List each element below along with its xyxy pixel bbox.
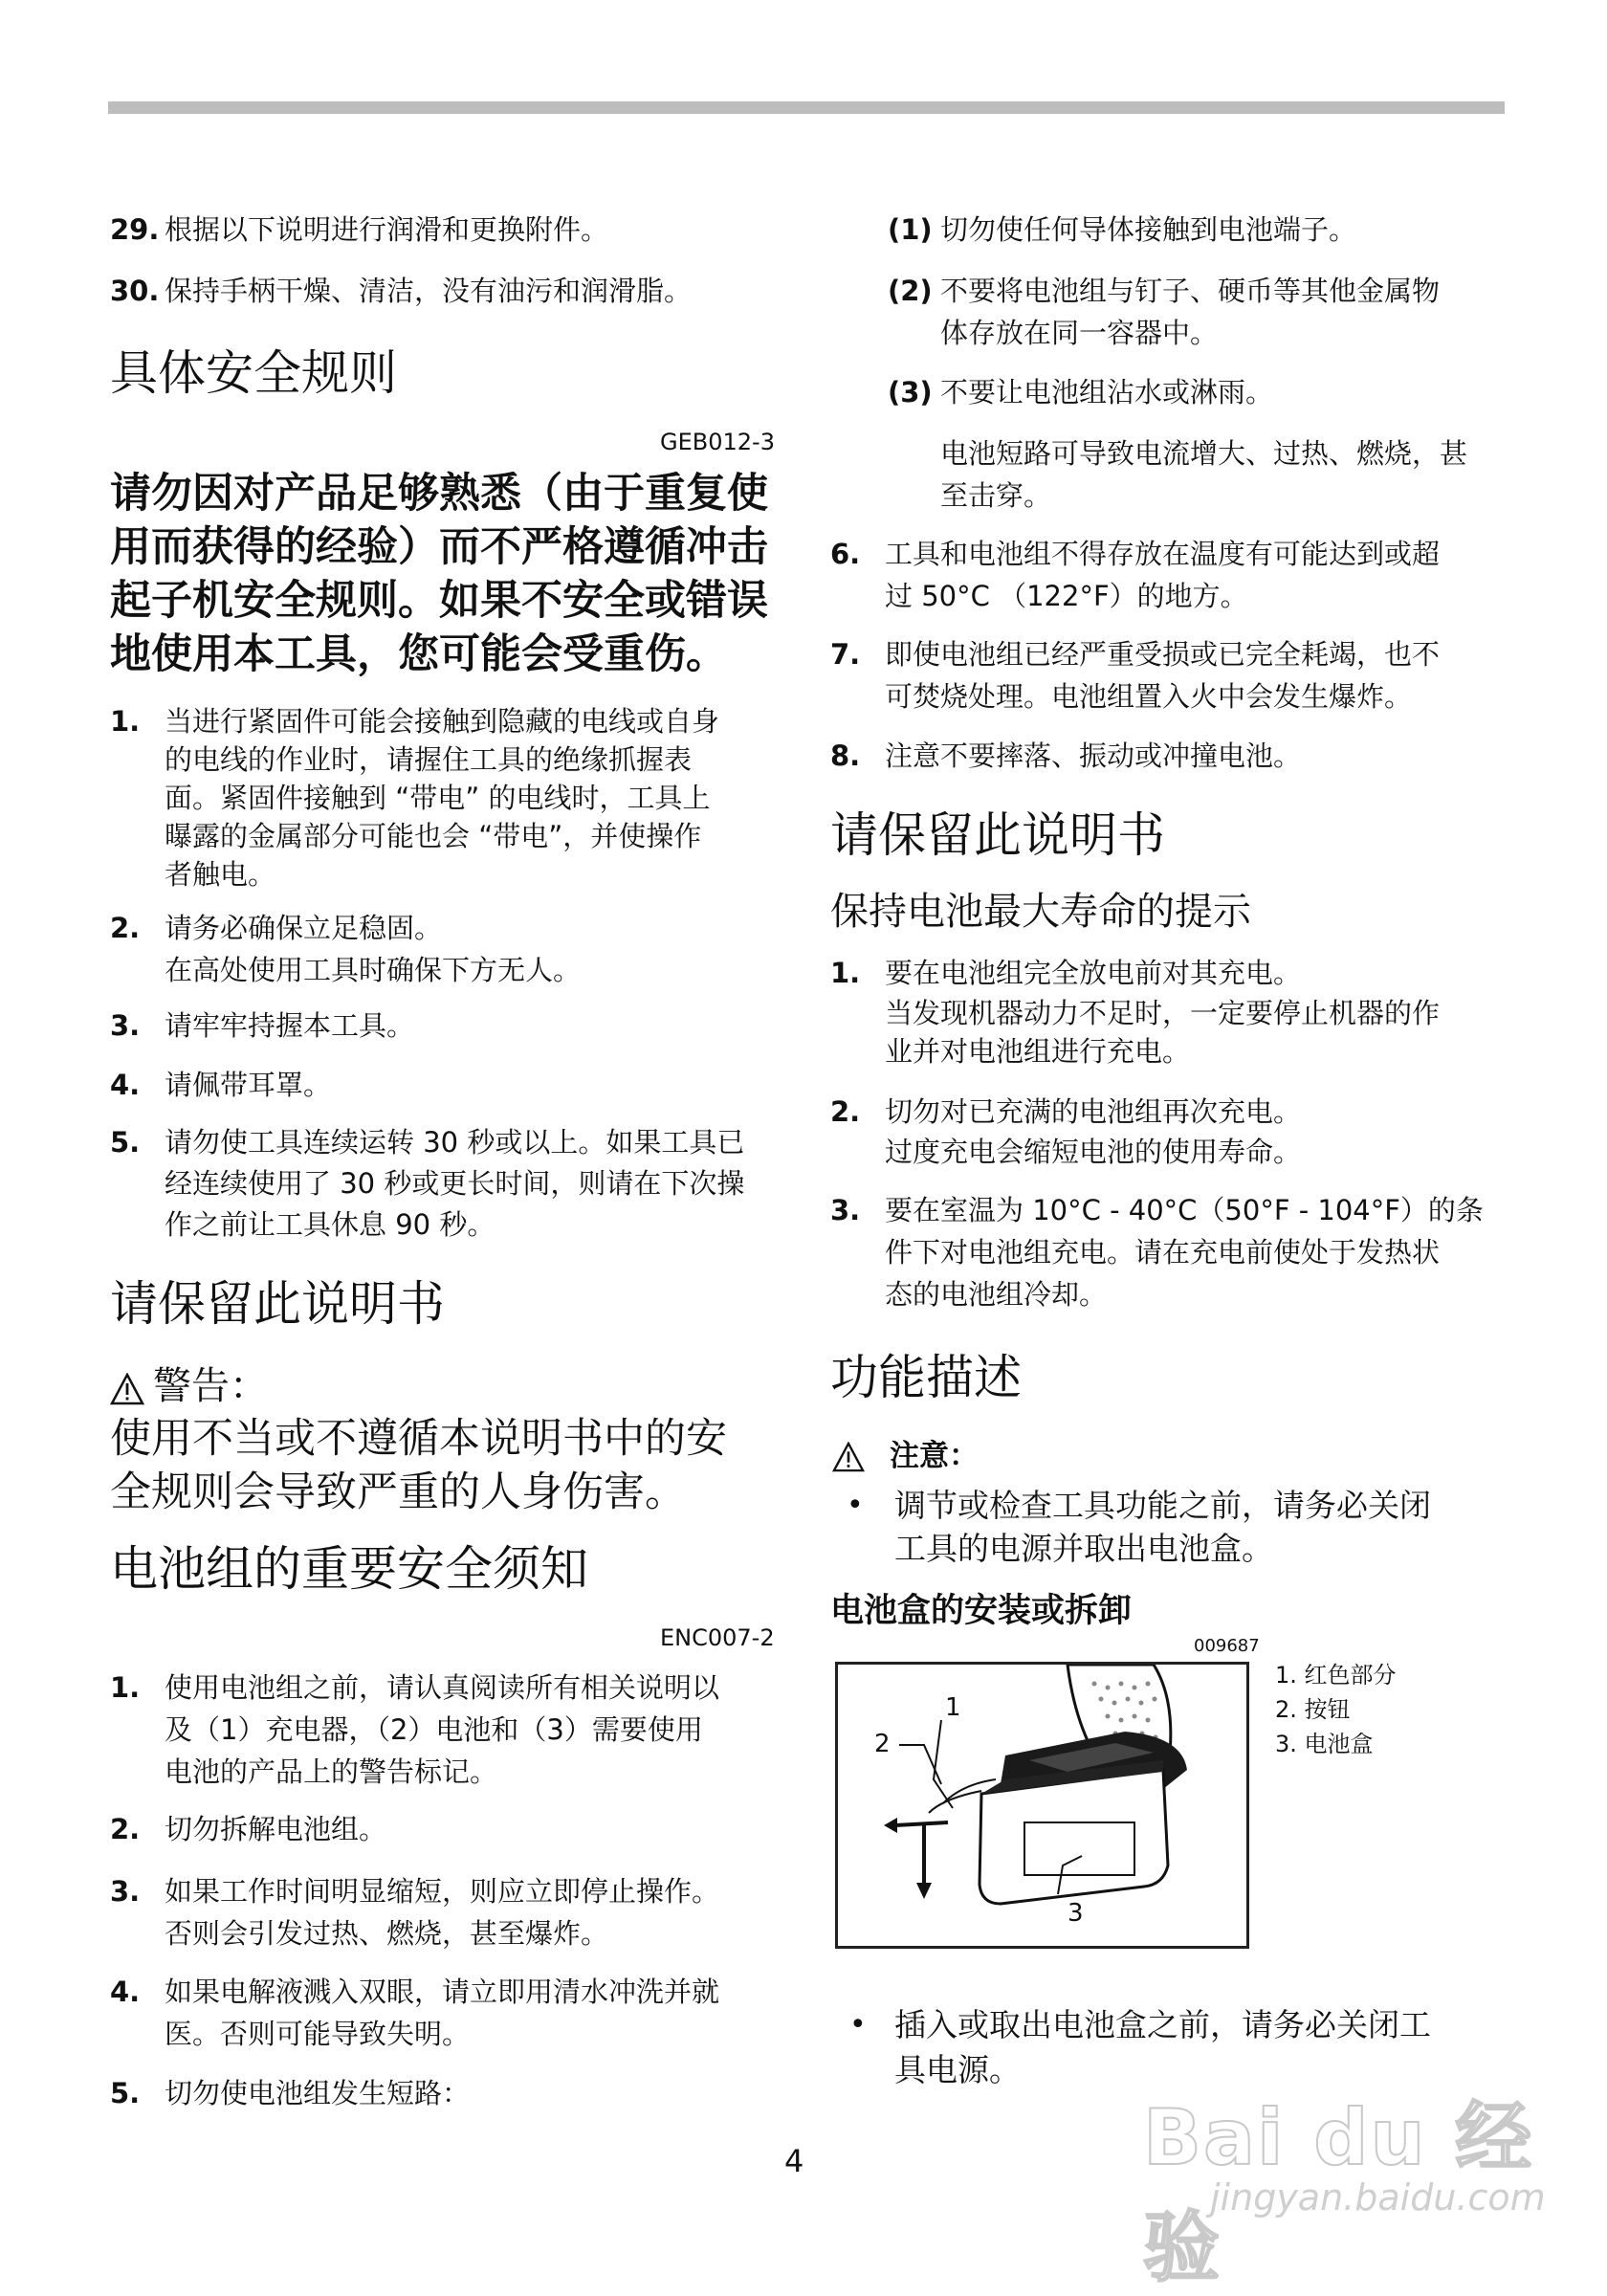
- tip-3-line: 件下对电池组充电。请在充电前使处于发热状: [885, 1236, 1441, 1269]
- rule-4-number: 4.: [110, 1069, 141, 1101]
- battery-8-number: 8.: [830, 740, 861, 772]
- tip-2-line: 切勿对已充满的电池组再次充电。: [885, 1095, 1302, 1128]
- sub-2-line: 体存放在同一容器中。: [940, 317, 1219, 349]
- heading-battery-life-tips: 保持电池最大寿命的提示: [830, 890, 1251, 934]
- bullet-dot: •: [847, 1489, 864, 1522]
- warning-label: 警告：: [153, 1364, 268, 1408]
- heading-battery-safety: 电池组的重要安全须知: [110, 1541, 588, 1597]
- battery-install-figure: [835, 1662, 1249, 1949]
- final-bullet-line: 具电源。: [894, 2051, 1021, 2088]
- tool-battery-illustration: [838, 1665, 1246, 1946]
- battery-1-line: 电池的产品上的警告标记。: [165, 1755, 498, 1788]
- code-enc007-2: ENC007-2: [660, 1624, 775, 1651]
- caution-text-line: 调节或检查工具功能之前，请务必关闭: [894, 1487, 1431, 1524]
- rule-1-line: 面。紧固件接触到 “带电” 的电线时，工具上: [165, 782, 711, 814]
- battery-5-number: 5.: [110, 2077, 141, 2109]
- warning-big-line-3: 起子机安全规则。如果不安全或错误: [110, 577, 768, 625]
- item-30-number: 30.: [110, 275, 160, 307]
- sub-3-line: 不要让电池组沾水或淋雨。: [940, 376, 1274, 408]
- caution-icon: [832, 1442, 865, 1476]
- rule-5-line: 请勿使工具连续运转 30 秒或以上。如果工具已: [165, 1126, 745, 1159]
- heading-specific-safety-rules: 具体安全规则: [110, 345, 397, 401]
- warning-big-line-2: 用而获得的经验）而不严格遵循冲击: [110, 523, 768, 571]
- rule-1-line: 曝露的金属部分可能也会 “带电”，并使操作: [165, 820, 702, 852]
- battery-4-line: 如果电解液溅入双眼，请立即用清水冲洗并就: [165, 1976, 720, 2008]
- tip-1-line: 要在电池组完全放电前对其充电。: [885, 957, 1302, 989]
- battery-6-line: 过 50°C （122°F）的地方。: [885, 580, 1248, 612]
- battery-2-line: 切勿拆解电池组。: [165, 1813, 387, 1845]
- tip-2-number: 2.: [830, 1095, 861, 1128]
- tip-3-line: 态的电池组冷却。: [885, 1278, 1108, 1311]
- warning-big-line-4: 地使用本工具，您可能会受重伤。: [110, 630, 727, 678]
- rule-3-line: 请牢牢持握本工具。: [165, 1009, 415, 1042]
- item-29-number: 29.: [110, 213, 160, 246]
- heading-battery-install: 电池盒的安装或拆卸: [830, 1592, 1133, 1630]
- battery-6-number: 6.: [830, 538, 861, 570]
- final-bullet-line: 插入或取出电池盒之前，请务必关闭工: [894, 2006, 1431, 2043]
- short-note-line: 至击穿。: [940, 479, 1052, 512]
- warning-text-line-2: 全规则会导致严重的人身伤害。: [110, 1468, 686, 1516]
- sub-1-line: 切勿使任何导体接触到电池端子。: [940, 213, 1357, 246]
- watermark-brand: Bai du 经验: [1143, 2093, 1534, 2292]
- battery-1-line: 使用电池组之前，请认真阅读所有相关说明以: [165, 1671, 720, 1704]
- heading-function-description: 功能描述: [830, 1350, 1022, 1405]
- figure-code: 009687: [1194, 1636, 1260, 1656]
- tip-1-line: 业并对电池组进行充电。: [885, 1035, 1191, 1068]
- warning-text-line-1: 使用不当或不遵循本说明书中的安: [110, 1415, 727, 1463]
- code-geb012-3: GEB012-3: [660, 429, 775, 455]
- short-note-line: 电池短路可导致电流增大、过热、燃烧，甚: [940, 437, 1468, 470]
- battery-6-line: 工具和电池组不得存放在温度有可能达到或超: [885, 538, 1441, 570]
- figure-callout-2: 2: [874, 1730, 891, 1758]
- battery-7-line: 即使电池组已经严重受损或已完全耗竭，也不: [885, 638, 1441, 671]
- rule-1-line: 的电线的作业时，请握住工具的绝缘抓握表: [165, 743, 693, 776]
- rule-2-line: 在高处使用工具时确保下方无人。: [165, 954, 582, 986]
- warning-big-line-1: 请勿因对产品足够熟悉（由于重复使: [110, 470, 768, 518]
- figure-legend-3: 3. 电池盒: [1275, 1731, 1374, 1757]
- top-rule: [108, 101, 1505, 114]
- battery-4-number: 4.: [110, 1976, 141, 2008]
- item-29-text: 根据以下说明进行润滑和更换附件。: [165, 213, 609, 246]
- baidu-watermark: [1143, 2057, 1546, 2292]
- rule-1-line: 者触电。: [165, 858, 276, 891]
- battery-3-line: 否则会引发过热、燃烧，甚至爆炸。: [165, 1917, 609, 1950]
- battery-4-line: 医。否则可能导致失明。: [165, 2018, 471, 2050]
- caution-text-line: 工具的电源并取出电池盒。: [894, 1530, 1273, 1567]
- rule-1-line: 当进行紧固件可能会接触到隐藏的电线或自身: [165, 705, 720, 738]
- heading-keep-manual: 请保留此说明书: [110, 1276, 445, 1332]
- figure-callout-3: 3: [1068, 1899, 1084, 1928]
- sub-3-number: (3): [888, 376, 933, 408]
- battery-3-line: 如果工作时间明显缩短，则应立即停止操作。: [165, 1875, 720, 1908]
- rule-2-number: 2.: [110, 912, 141, 944]
- rule-5-number: 5.: [110, 1126, 141, 1159]
- battery-1-number: 1.: [110, 1671, 141, 1704]
- sub-2-line: 不要将电池组与钉子、硬币等其他金属物: [940, 275, 1441, 307]
- battery-3-number: 3.: [110, 1875, 141, 1908]
- battery-7-line: 可焚烧处理。电池组置入火中会发生爆炸。: [885, 680, 1413, 713]
- tip-2-line: 过度充电会缩短电池的使用寿命。: [885, 1136, 1302, 1168]
- figure-legend-2: 2. 按钮: [1275, 1696, 1351, 1723]
- tip-1-line: 当发现机器动力不足时，一定要停止机器的作: [885, 997, 1441, 1029]
- rule-2-line: 请务必确保立足稳固。: [165, 912, 443, 944]
- rule-4-line: 请佩带耳罩。: [165, 1069, 332, 1101]
- rule-3-number: 3.: [110, 1009, 141, 1042]
- bullet-dot: •: [849, 2008, 867, 2042]
- caution-label: 注意：: [890, 1439, 979, 1473]
- watermark-url: jingyan.baidu.com: [1210, 2176, 1546, 2219]
- battery-5-line: 切勿使电池组发生短路：: [165, 2077, 471, 2109]
- battery-2-number: 2.: [110, 1813, 141, 1845]
- rule-1-number: 1.: [110, 705, 141, 738]
- item-30-text: 保持手柄干燥、清洁，没有油污和润滑脂。: [165, 275, 693, 307]
- warning-icon: [110, 1373, 144, 1409]
- sub-1-number: (1): [888, 213, 933, 246]
- page-number: 4: [784, 2143, 804, 2179]
- figure-legend-1: 1. 红色部分: [1275, 1662, 1397, 1689]
- tip-1-number: 1.: [830, 957, 861, 989]
- rule-5-line: 经连续使用了 30 秒或更长时间，则请在下次操: [165, 1167, 745, 1200]
- battery-1-line: 及（1）充电器，（2）电池和（3）需要使用: [165, 1713, 703, 1746]
- battery-8-line: 注意不要摔落、振动或冲撞电池。: [885, 740, 1302, 772]
- sub-2-number: (2): [888, 275, 933, 307]
- tip-3-number: 3.: [830, 1194, 861, 1226]
- rule-5-line: 作之前让工具休息 90 秒。: [165, 1208, 495, 1241]
- heading-keep-manual-2: 请保留此说明书: [830, 807, 1165, 863]
- figure-callout-1: 1: [945, 1693, 961, 1722]
- battery-7-number: 7.: [830, 638, 861, 671]
- tip-3-line: 要在室温为 10°C - 40°C（50°F - 104°F）的条: [885, 1194, 1484, 1226]
